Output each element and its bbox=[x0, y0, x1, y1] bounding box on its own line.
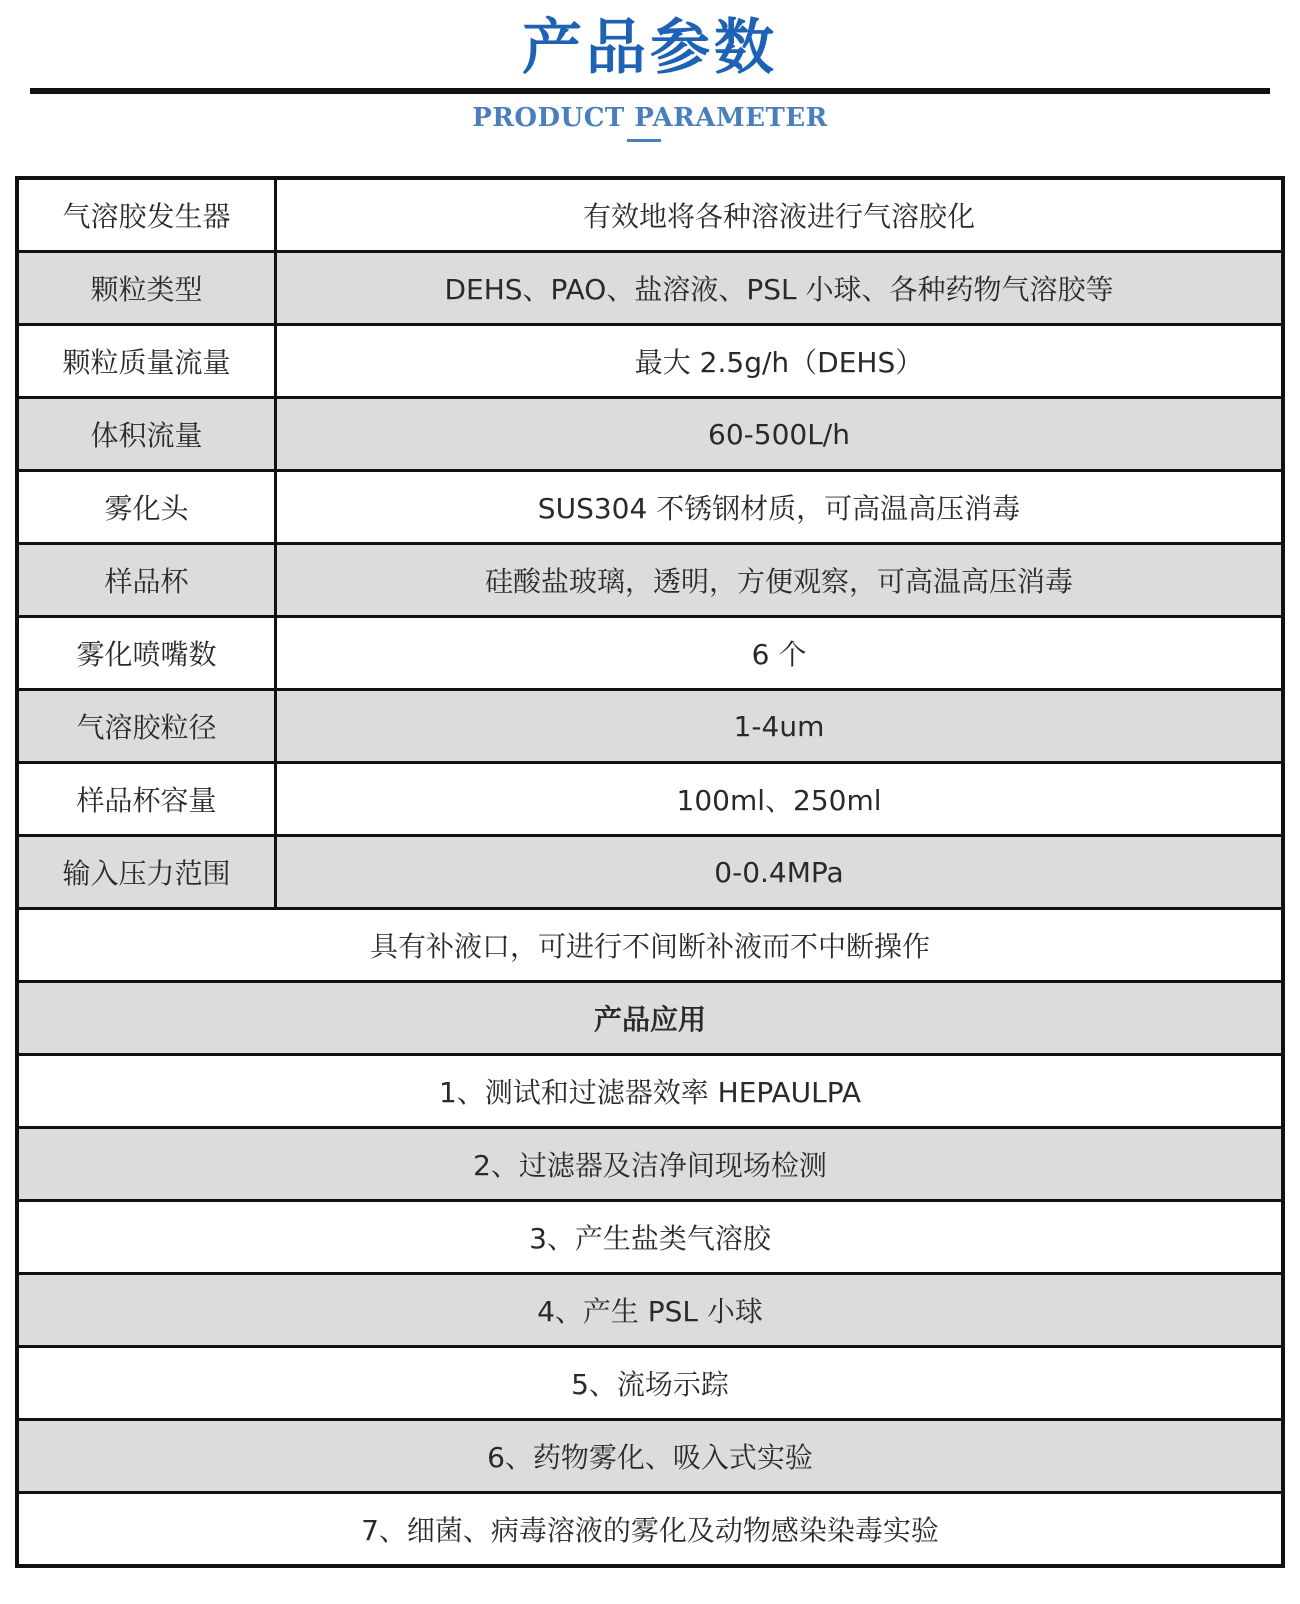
application-item: 7、细菌、病毒溶液的雾化及动物感染染毒实验 bbox=[361, 1514, 939, 1547]
parameter-label: 样品杯容量 bbox=[19, 764, 277, 834]
parameter-table bbox=[15, 176, 1285, 1568]
parameter-row bbox=[19, 250, 1281, 323]
application-row bbox=[19, 1272, 1281, 1345]
parameter-row bbox=[19, 396, 1281, 469]
parameter-label: 颗粒质量流量 bbox=[19, 326, 277, 396]
application-item: 6、药物雾化、吸入式实验 bbox=[487, 1441, 813, 1474]
parameter-label: 输入压力范围 bbox=[19, 837, 277, 907]
page-subtitle: PRODUCT PARAMETER bbox=[472, 103, 828, 133]
parameter-row bbox=[19, 469, 1281, 542]
parameter-label: 气溶胶发生器 bbox=[19, 180, 277, 250]
applications-heading: 产品应用 bbox=[593, 1003, 706, 1036]
application-row bbox=[19, 1491, 1281, 1564]
parameter-label: 颗粒类型 bbox=[19, 253, 277, 323]
parameter-label: 体积流量 bbox=[19, 399, 277, 469]
application-row bbox=[19, 1126, 1281, 1199]
parameter-row bbox=[19, 542, 1281, 615]
application-item: 4、产生 PSL 小球 bbox=[537, 1295, 763, 1328]
application-row bbox=[19, 1199, 1281, 1272]
application-row bbox=[19, 1053, 1281, 1126]
parameter-value: 100ml、250ml bbox=[676, 784, 882, 817]
page-title: 产品参数 bbox=[522, 13, 778, 83]
parameter-label: 雾化头 bbox=[19, 472, 277, 542]
application-item: 3、产生盐类气溶胶 bbox=[529, 1222, 771, 1255]
parameter-label: 雾化喷嘴数 bbox=[19, 618, 277, 688]
parameter-value: DEHS、PAO、盐溶液、PSL 小球、各种药物气溶胶等 bbox=[444, 273, 1114, 306]
feature-note: 具有补液口，可进行不间断补液而不中断操作 bbox=[369, 930, 930, 963]
application-item: 1、测试和过滤器效率 HEPAULPA bbox=[438, 1076, 862, 1109]
parameter-value: 最大 2.5g/h（DEHS） bbox=[634, 346, 924, 379]
subtitle-accent-dash bbox=[627, 139, 661, 142]
parameter-value: SUS304 不锈钢材质，可高温高压消毒 bbox=[537, 492, 1021, 525]
application-rows bbox=[19, 1053, 1281, 1564]
parameter-label: 样品杯 bbox=[19, 545, 277, 615]
parameter-value: 硅酸盐玻璃，透明，方便观察，可高温高压消毒 bbox=[484, 565, 1073, 598]
parameter-value: 6 个 bbox=[751, 638, 807, 671]
parameter-value: 1-4um bbox=[733, 709, 825, 743]
parameter-row bbox=[19, 688, 1281, 761]
parameter-row bbox=[19, 834, 1281, 907]
application-row bbox=[19, 1345, 1281, 1418]
feature-note-row bbox=[19, 907, 1281, 980]
parameter-row bbox=[19, 323, 1281, 396]
parameter-row bbox=[19, 180, 1281, 250]
applications-heading-row bbox=[19, 980, 1281, 1053]
parameter-value: 有效地将各种溶液进行气溶胶化 bbox=[582, 200, 975, 233]
parameter-value: 0-0.4MPa bbox=[714, 855, 844, 889]
application-item: 5、流场示踪 bbox=[571, 1368, 729, 1401]
parameter-label: 气溶胶粒径 bbox=[19, 691, 277, 761]
parameter-rows bbox=[19, 180, 1281, 907]
title-divider bbox=[30, 88, 1270, 94]
application-item: 2、过滤器及洁净间现场检测 bbox=[473, 1149, 827, 1182]
application-row bbox=[19, 1418, 1281, 1491]
parameter-value: 60-500L/h bbox=[708, 417, 850, 451]
parameter-row bbox=[19, 761, 1281, 834]
parameter-row bbox=[19, 615, 1281, 688]
